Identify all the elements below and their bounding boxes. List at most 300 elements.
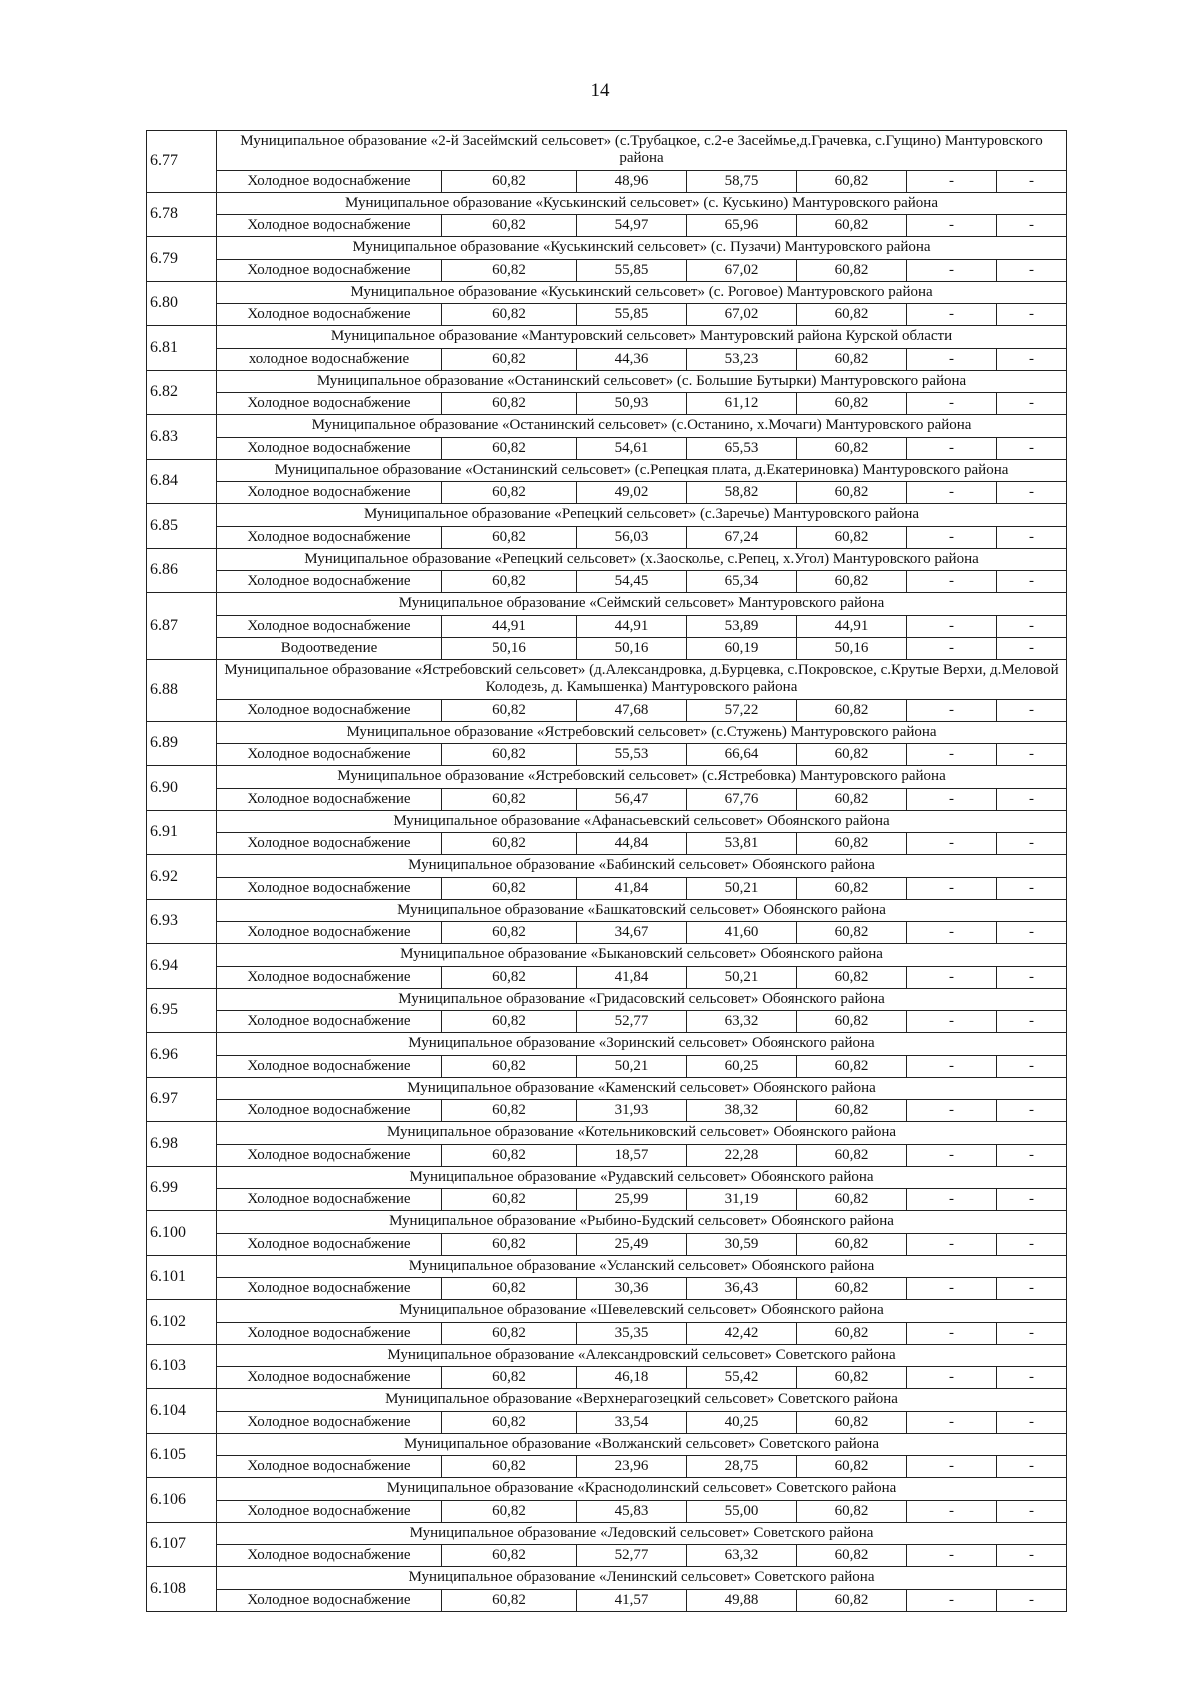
tariff-value: 61,12 — [687, 393, 797, 415]
tariff-value: 31,93 — [577, 1100, 687, 1122]
tariff-row — [147, 1322, 1067, 1344]
tariff-value: 60,82 — [797, 1233, 907, 1255]
tariff-value: 50,16 — [442, 637, 577, 659]
tariff-value: - — [907, 1456, 997, 1478]
section-number: 6.79 — [147, 237, 217, 282]
tariff-value: - — [997, 1500, 1067, 1522]
tariff-value: - — [907, 437, 997, 459]
tariff-value: - — [997, 615, 1067, 637]
tariff-value: 60,82 — [442, 788, 577, 810]
section-title: Муниципальное образование «Репецкий сельсовет» (с.Заречье) Мантуровского района — [217, 504, 1067, 526]
tariff-value: - — [907, 1545, 997, 1567]
tariff-value: 60,82 — [797, 788, 907, 810]
tariff-value: - — [907, 1367, 997, 1389]
section-title: Муниципальное образование «Куськинский сельсовет» (с. Куськино) Мантуровского района — [217, 192, 1067, 214]
tariff-row — [147, 1367, 1067, 1389]
tariff-value: - — [997, 1011, 1067, 1033]
tariff-value: 60,82 — [797, 437, 907, 459]
tariff-value: 46,18 — [577, 1367, 687, 1389]
section-title: Муниципальное образование «Ястребовский сельсовет» (с.Ястребовка) Мантуровского района — [217, 766, 1067, 788]
tariff-value: - — [997, 922, 1067, 944]
tariff-value: 28,75 — [687, 1456, 797, 1478]
tariff-value: 60,82 — [797, 1367, 907, 1389]
tariff-row — [147, 1278, 1067, 1300]
section-header-row — [147, 1433, 1067, 1455]
tariff-value: - — [907, 922, 997, 944]
tariff-value: 60,82 — [797, 922, 907, 944]
tariff-value: - — [907, 744, 997, 766]
tariff-value: - — [907, 637, 997, 659]
tariff-value: 60,82 — [797, 1011, 907, 1033]
section-title: Муниципальное образование «Ястребовский сельсовет» (д.Александровка, д.Бурцевка, с.Покровское, с.Крутые Верхи, д.Меловой Колодезь, д. Камышенка) Мантуровского района — [217, 660, 1067, 700]
section-title: Муниципальное образование «Куськинский сельсовет» (с. Пузачи) Мантуровского района — [217, 237, 1067, 259]
tariff-value: - — [997, 1189, 1067, 1211]
tariff-value: 50,21 — [577, 1055, 687, 1077]
tariff-value: - — [997, 966, 1067, 988]
service-name: Холодное водоснабжение — [217, 1411, 442, 1433]
tariff-value: 60,82 — [797, 1322, 907, 1344]
tariff-value: 60,82 — [442, 1278, 577, 1300]
section-number: 6.82 — [147, 370, 217, 415]
tariff-value: 67,76 — [687, 788, 797, 810]
tariff-value: 53,89 — [687, 615, 797, 637]
tariff-value: - — [997, 877, 1067, 899]
tariff-value: - — [997, 1411, 1067, 1433]
tariff-value: 53,81 — [687, 833, 797, 855]
tariff-value: 60,82 — [442, 699, 577, 721]
section-header-row — [147, 415, 1067, 437]
tariff-value: 60,82 — [797, 1055, 907, 1077]
tariff-value: - — [907, 1500, 997, 1522]
section-header-row — [147, 459, 1067, 481]
tariff-value: 60,82 — [797, 1589, 907, 1611]
tariff-value: 52,77 — [577, 1545, 687, 1567]
section-title: Муниципальное образование «Зоринский сельсовет» Обоянского района — [217, 1033, 1067, 1055]
section-number: 6.101 — [147, 1255, 217, 1300]
section-number: 6.86 — [147, 548, 217, 593]
tariff-value: 60,82 — [797, 259, 907, 281]
tariff-value: - — [997, 1144, 1067, 1166]
tariff-value: - — [997, 1589, 1067, 1611]
section-number: 6.87 — [147, 593, 217, 660]
tariff-value: - — [907, 788, 997, 810]
tariff-value: - — [907, 1055, 997, 1077]
tariff-value: 54,45 — [577, 571, 687, 593]
section-header-row — [147, 855, 1067, 877]
tariff-row — [147, 1500, 1067, 1522]
tariff-value: 41,57 — [577, 1589, 687, 1611]
section-title: Муниципальное образование «Гридасовский сельсовет» Обоянского района — [217, 988, 1067, 1010]
tariff-value: - — [907, 877, 997, 899]
tariff-value: - — [997, 1100, 1067, 1122]
tariff-value: 50,16 — [797, 637, 907, 659]
section-number: 6.84 — [147, 459, 217, 504]
tariff-value: 41,60 — [687, 922, 797, 944]
service-name: Холодное водоснабжение — [217, 1322, 442, 1344]
section-title: Муниципальное образование «2-й Засеймский сельсовет» (с.Трубацкое, с.2-е Засеймье,д.Грачевка, с.Гущино) Мантуровского района — [217, 131, 1067, 171]
tariff-value: - — [907, 571, 997, 593]
tariff-value: - — [997, 215, 1067, 237]
tariff-value: 60,82 — [797, 1144, 907, 1166]
section-title: Муниципальное образование «Ястребовский сельсовет» (с.Стужень) Мантуровского района — [217, 721, 1067, 743]
tariff-value: 60,82 — [797, 215, 907, 237]
tariff-row — [147, 922, 1067, 944]
tariff-value: - — [907, 482, 997, 504]
section-header-row — [147, 1077, 1067, 1099]
section-number: 6.99 — [147, 1166, 217, 1211]
section-header-row — [147, 1344, 1067, 1366]
service-name: Холодное водоснабжение — [217, 922, 442, 944]
tariff-row — [147, 437, 1067, 459]
tariff-value: - — [997, 1367, 1067, 1389]
section-header-row — [147, 766, 1067, 788]
service-name: Холодное водоснабжение — [217, 1278, 442, 1300]
tariff-value: 60,82 — [442, 877, 577, 899]
service-name: Холодное водоснабжение — [217, 966, 442, 988]
section-header-row — [147, 281, 1067, 303]
tariff-value: 55,53 — [577, 744, 687, 766]
tariff-value: 55,00 — [687, 1500, 797, 1522]
tariff-value: 60,19 — [687, 637, 797, 659]
tariff-value: 33,54 — [577, 1411, 687, 1433]
tariff-value: 54,97 — [577, 215, 687, 237]
service-name: Холодное водоснабжение — [217, 699, 442, 721]
section-header-row — [147, 237, 1067, 259]
section-title: Муниципальное образование «Котельниковский сельсовет» Обоянского района — [217, 1122, 1067, 1144]
tariff-value: - — [907, 215, 997, 237]
tariff-value: 60,82 — [442, 526, 577, 548]
tariff-value: 60,82 — [797, 966, 907, 988]
tariff-value: - — [997, 744, 1067, 766]
tariff-value: 55,85 — [577, 304, 687, 326]
tariff-row — [147, 526, 1067, 548]
tariff-value: 60,82 — [442, 1411, 577, 1433]
tariff-row — [147, 699, 1067, 721]
section-header-row — [147, 1522, 1067, 1544]
tariff-value: 60,82 — [442, 1100, 577, 1122]
tariff-value: 36,43 — [687, 1278, 797, 1300]
tariff-value: 60,82 — [442, 1589, 577, 1611]
section-header-row — [147, 944, 1067, 966]
tariff-value: 60,82 — [797, 1500, 907, 1522]
section-title: Муниципальное образование «Куськинский сельсовет» (с. Роговое) Мантуровского района — [217, 281, 1067, 303]
tariff-value: 60,82 — [442, 1055, 577, 1077]
tariff-value: 30,36 — [577, 1278, 687, 1300]
section-number: 6.88 — [147, 660, 217, 722]
tariff-value: 44,84 — [577, 833, 687, 855]
section-header-row — [147, 548, 1067, 570]
tariff-row — [147, 215, 1067, 237]
tariff-value: 22,28 — [687, 1144, 797, 1166]
section-number: 6.94 — [147, 944, 217, 989]
tariff-value: 60,82 — [797, 348, 907, 370]
service-name: Холодное водоснабжение — [217, 744, 442, 766]
tariff-row — [147, 1589, 1067, 1611]
section-number: 6.97 — [147, 1077, 217, 1122]
service-name: Холодное водоснабжение — [217, 526, 442, 548]
section-number: 6.77 — [147, 131, 217, 193]
tariff-value: 44,36 — [577, 348, 687, 370]
tariff-value: 67,24 — [687, 526, 797, 548]
tariff-table — [146, 130, 1067, 1612]
tariff-value: - — [907, 304, 997, 326]
service-name: Холодное водоснабжение — [217, 1545, 442, 1567]
section-number: 6.102 — [147, 1300, 217, 1345]
tariff-value: 60,82 — [797, 1189, 907, 1211]
tariff-value: 65,34 — [687, 571, 797, 593]
section-number: 6.91 — [147, 810, 217, 855]
service-name: Холодное водоснабжение — [217, 215, 442, 237]
tariff-value: 60,82 — [442, 170, 577, 192]
section-number: 6.104 — [147, 1389, 217, 1434]
section-number: 6.106 — [147, 1478, 217, 1523]
tariff-value: 31,19 — [687, 1189, 797, 1211]
tariff-value: - — [997, 482, 1067, 504]
tariff-value: 65,96 — [687, 215, 797, 237]
tariff-value: 34,67 — [577, 922, 687, 944]
tariff-row — [147, 877, 1067, 899]
tariff-value: 47,68 — [577, 699, 687, 721]
service-name: Холодное водоснабжение — [217, 259, 442, 281]
tariff-value: - — [907, 170, 997, 192]
tariff-value: - — [997, 1456, 1067, 1478]
tariff-value: 60,82 — [442, 304, 577, 326]
tariff-row — [147, 1100, 1067, 1122]
tariff-value: 60,82 — [442, 1456, 577, 1478]
tariff-value: 41,84 — [577, 966, 687, 988]
tariff-value: - — [907, 1589, 997, 1611]
tariff-row — [147, 615, 1067, 637]
section-number: 6.89 — [147, 721, 217, 766]
section-header-row — [147, 1567, 1067, 1589]
service-name: Холодное водоснабжение — [217, 1100, 442, 1122]
tariff-value: 48,96 — [577, 170, 687, 192]
tariff-value: 54,61 — [577, 437, 687, 459]
section-header-row — [147, 899, 1067, 921]
section-number: 6.100 — [147, 1211, 217, 1256]
tariff-value: - — [907, 259, 997, 281]
section-title: Муниципальное образование «Усланский сельсовет» Обоянского района — [217, 1255, 1067, 1277]
section-header-row — [147, 1300, 1067, 1322]
tariff-value: - — [907, 1100, 997, 1122]
tariff-value: 60,82 — [442, 482, 577, 504]
tariff-value: 60,82 — [797, 744, 907, 766]
tariff-value: 58,82 — [687, 482, 797, 504]
tariff-value: 60,82 — [442, 744, 577, 766]
section-header-row — [147, 593, 1067, 615]
tariff-value: 60,82 — [797, 1545, 907, 1567]
section-header-row — [147, 326, 1067, 348]
section-number: 6.90 — [147, 766, 217, 811]
tariff-value: 55,85 — [577, 259, 687, 281]
tariff-value: - — [907, 348, 997, 370]
tariff-value: 40,25 — [687, 1411, 797, 1433]
section-number: 6.108 — [147, 1567, 217, 1612]
tariff-value: - — [997, 1545, 1067, 1567]
service-name: Холодное водоснабжение — [217, 1233, 442, 1255]
section-number: 6.107 — [147, 1522, 217, 1567]
tariff-value: 60,82 — [442, 1545, 577, 1567]
tariff-value: 57,22 — [687, 699, 797, 721]
tariff-value: - — [907, 1278, 997, 1300]
tariff-row — [147, 571, 1067, 593]
tariff-value: 44,91 — [797, 615, 907, 637]
tariff-value: - — [907, 526, 997, 548]
tariff-value: 60,25 — [687, 1055, 797, 1077]
section-header-row — [147, 1211, 1067, 1233]
section-header-row — [147, 721, 1067, 743]
tariff-value: 60,82 — [797, 1411, 907, 1433]
tariff-row — [147, 1545, 1067, 1567]
section-number: 6.93 — [147, 899, 217, 944]
tariff-value: 50,21 — [687, 966, 797, 988]
tariff-row — [147, 170, 1067, 192]
section-header-row — [147, 1255, 1067, 1277]
tariff-value: 60,82 — [797, 1100, 907, 1122]
tariff-value: - — [997, 833, 1067, 855]
section-header-row — [147, 810, 1067, 832]
section-header-row — [147, 988, 1067, 1010]
tariff-value: 60,82 — [797, 571, 907, 593]
tariff-value: 65,53 — [687, 437, 797, 459]
tariff-value: 60,82 — [797, 526, 907, 548]
tariff-value: 55,42 — [687, 1367, 797, 1389]
section-number: 6.83 — [147, 415, 217, 460]
tariff-row — [147, 482, 1067, 504]
service-name: холодное водоснабжение — [217, 348, 442, 370]
tariff-value: 60,82 — [797, 304, 907, 326]
service-name: Водоотведение — [217, 637, 442, 659]
tariff-value: - — [997, 526, 1067, 548]
tariff-row — [147, 1411, 1067, 1433]
section-title: Муниципальное образование «Башкатовский сельсовет» Обоянского района — [217, 899, 1067, 921]
tariff-value: 60,82 — [442, 1189, 577, 1211]
tariff-value: 60,82 — [442, 259, 577, 281]
section-title: Муниципальное образование «Рыбино-Будский сельсовет» Обоянского района — [217, 1211, 1067, 1233]
tariff-row — [147, 1189, 1067, 1211]
tariff-row — [147, 1055, 1067, 1077]
tariff-value: 60,82 — [442, 571, 577, 593]
tariff-value: 60,82 — [797, 1278, 907, 1300]
tariff-value: 60,82 — [797, 482, 907, 504]
tariff-value: 49,88 — [687, 1589, 797, 1611]
section-title: Муниципальное образование «Останинский сельсовет» (с.Репецкая плата, д.Екатериновка) Мантуровского района — [217, 459, 1067, 481]
tariff-value: 63,32 — [687, 1545, 797, 1567]
tariff-row — [147, 637, 1067, 659]
section-title: Муниципальное образование «Мантуровский сельсовет» Мантуровский района Курской области — [217, 326, 1067, 348]
tariff-value: 44,91 — [442, 615, 577, 637]
section-header-row — [147, 1478, 1067, 1500]
tariff-value: 18,57 — [577, 1144, 687, 1166]
tariff-value: 44,91 — [577, 615, 687, 637]
tariff-value: 60,82 — [442, 833, 577, 855]
tariff-row — [147, 393, 1067, 415]
tariff-value: 53,23 — [687, 348, 797, 370]
section-number: 6.80 — [147, 281, 217, 326]
tariff-value: - — [907, 615, 997, 637]
tariff-row — [147, 1456, 1067, 1478]
tariff-value: 60,82 — [797, 833, 907, 855]
tariff-value: - — [907, 1144, 997, 1166]
service-name: Холодное водоснабжение — [217, 1011, 442, 1033]
tariff-value: 52,77 — [577, 1011, 687, 1033]
tariff-value: - — [907, 393, 997, 415]
section-number: 6.92 — [147, 855, 217, 900]
service-name: Холодное водоснабжение — [217, 615, 442, 637]
tariff-row — [147, 788, 1067, 810]
section-title: Муниципальное образование «Волжанский сельсовет» Советского района — [217, 1433, 1067, 1455]
section-header-row — [147, 370, 1067, 392]
service-name: Холодное водоснабжение — [217, 170, 442, 192]
section-title: Муниципальное образование «Быкановский сельсовет» Обоянского района — [217, 944, 1067, 966]
tariff-table-body — [147, 131, 1067, 1612]
tariff-value: - — [997, 1278, 1067, 1300]
service-name: Холодное водоснабжение — [217, 788, 442, 810]
tariff-value: 60,82 — [442, 1367, 577, 1389]
tariff-value: - — [997, 437, 1067, 459]
tariff-value: - — [997, 699, 1067, 721]
tariff-value: 41,84 — [577, 877, 687, 899]
tariff-row — [147, 1233, 1067, 1255]
service-name: Холодное водоснабжение — [217, 1456, 442, 1478]
tariff-value: 60,82 — [442, 348, 577, 370]
section-title: Муниципальное образование «Шевелевский сельсовет» Обоянского района — [217, 1300, 1067, 1322]
tariff-value: - — [997, 637, 1067, 659]
tariff-value: 60,82 — [442, 1322, 577, 1344]
tariff-row — [147, 304, 1067, 326]
service-name: Холодное водоснабжение — [217, 833, 442, 855]
tariff-value: - — [907, 1233, 997, 1255]
section-title: Муниципальное образование «Бабинский сельсовет» Обоянского района — [217, 855, 1067, 877]
tariff-value: 60,82 — [797, 1456, 907, 1478]
service-name: Холодное водоснабжение — [217, 1367, 442, 1389]
tariff-value: - — [997, 788, 1067, 810]
service-name: Холодное водоснабжение — [217, 1189, 442, 1211]
section-title: Муниципальное образование «Ледовский сельсовет» Советского района — [217, 1522, 1067, 1544]
service-name: Холодное водоснабжение — [217, 1055, 442, 1077]
tariff-value: - — [907, 1411, 997, 1433]
tariff-value: 56,03 — [577, 526, 687, 548]
tariff-value: 60,82 — [442, 437, 577, 459]
section-number: 6.95 — [147, 988, 217, 1033]
tariff-value: 67,02 — [687, 304, 797, 326]
tariff-value: 60,82 — [442, 1500, 577, 1522]
service-name: Холодное водоснабжение — [217, 393, 442, 415]
section-number: 6.85 — [147, 504, 217, 549]
tariff-value: - — [997, 170, 1067, 192]
section-header-row — [147, 660, 1067, 700]
tariff-value: 60,82 — [797, 170, 907, 192]
section-number: 6.78 — [147, 192, 217, 237]
tariff-value: - — [997, 1055, 1067, 1077]
tariff-value: - — [997, 393, 1067, 415]
section-number: 6.103 — [147, 1344, 217, 1389]
tariff-value: 25,99 — [577, 1189, 687, 1211]
service-name: Холодное водоснабжение — [217, 482, 442, 504]
tariff-value: 63,32 — [687, 1011, 797, 1033]
section-title: Муниципальное образование «Репецкий сельсовет» (х.Заосколье, с.Репец, х.Угол) Мантуровского района — [217, 548, 1067, 570]
tariff-value: 23,96 — [577, 1456, 687, 1478]
tariff-value: - — [907, 833, 997, 855]
tariff-value: 60,82 — [442, 1233, 577, 1255]
service-name: Холодное водоснабжение — [217, 877, 442, 899]
section-title: Муниципальное образование «Ленинский сельсовет» Советского района — [217, 1567, 1067, 1589]
section-title: Муниципальное образование «Верхнерагозецкий сельсовет» Советского района — [217, 1389, 1067, 1411]
section-title: Муниципальное образование «Останинский сельсовет» (с. Большие Бутырки) Мантуровского района — [217, 370, 1067, 392]
tariff-value: 60,82 — [442, 393, 577, 415]
section-title: Муниципальное образование «Александровский сельсовет» Советского района — [217, 1344, 1067, 1366]
section-header-row — [147, 1166, 1067, 1188]
